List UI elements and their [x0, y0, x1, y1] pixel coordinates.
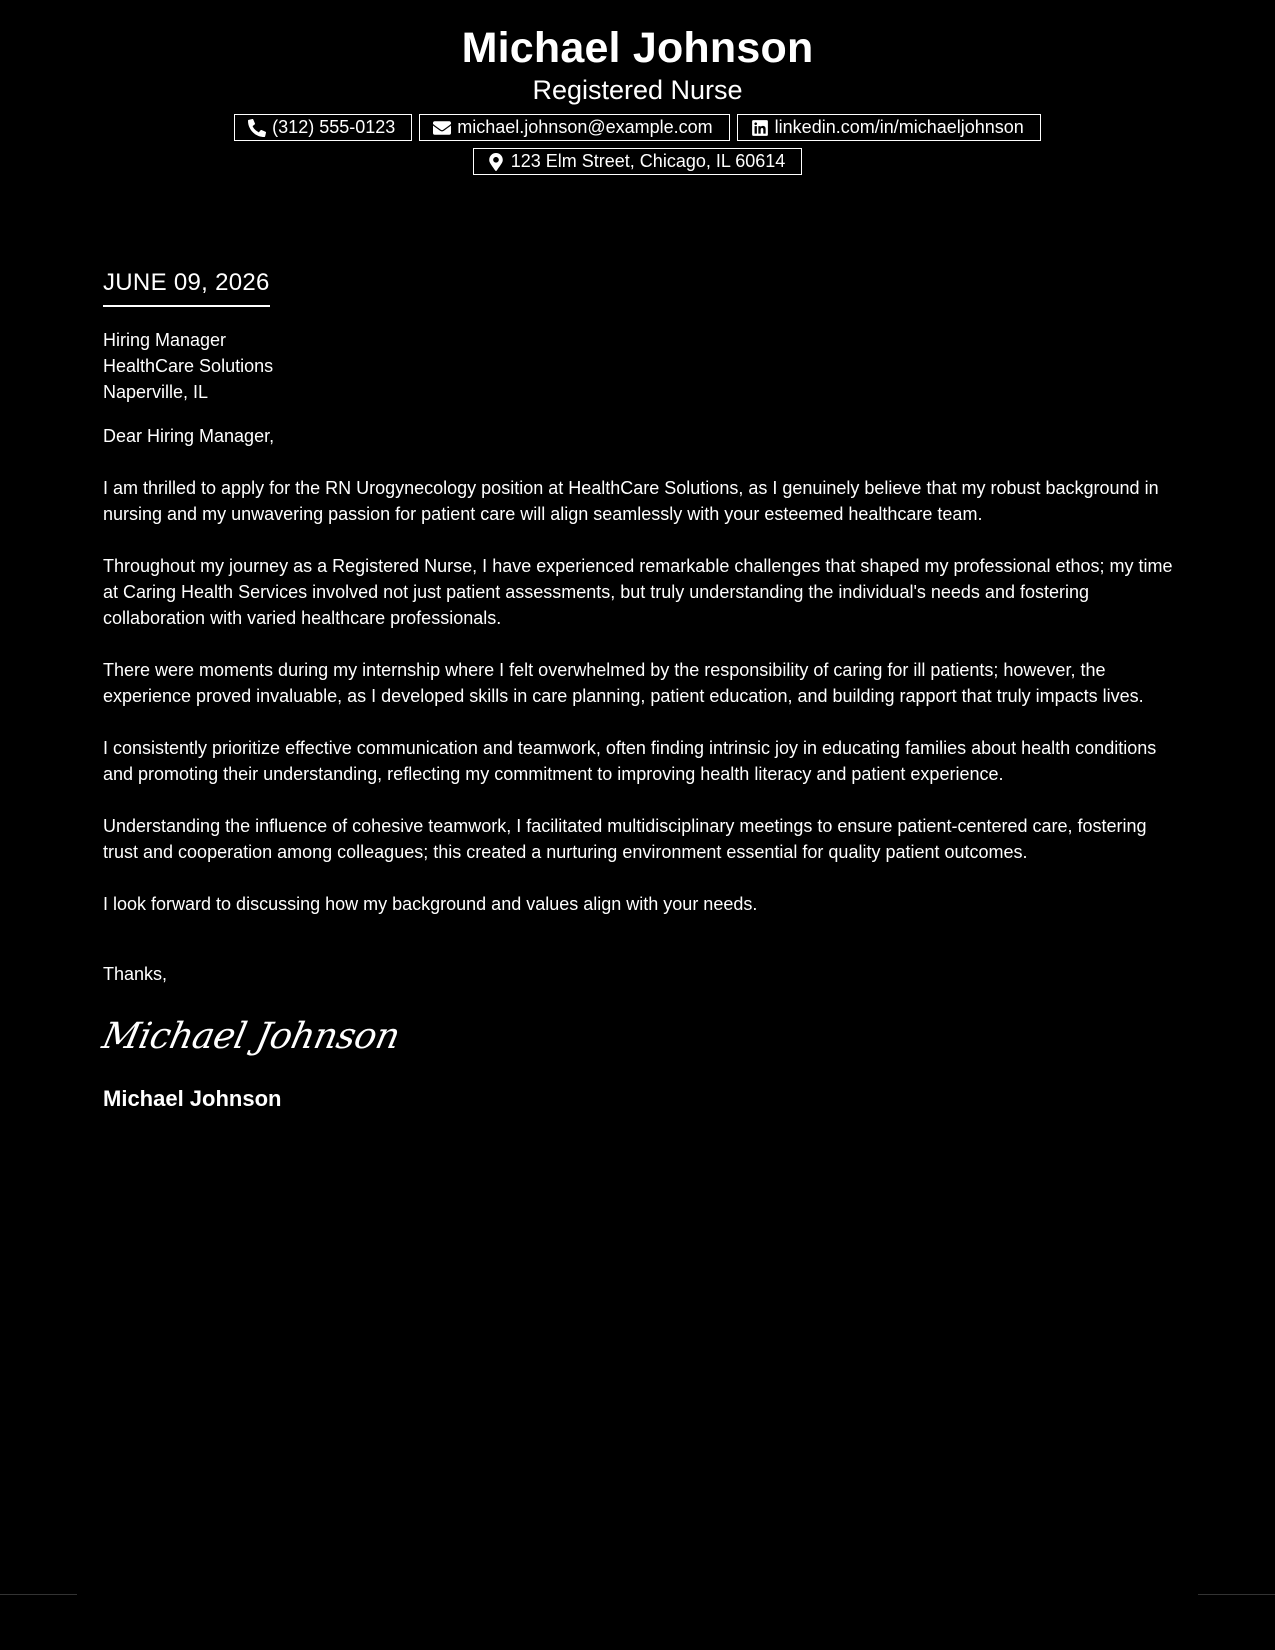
- linkedin-text: linkedin.com/in/michaeljohnson: [774, 117, 1024, 137]
- recipient-company: HealthCare Solutions: [103, 356, 274, 376]
- map-pin-icon: [487, 153, 505, 171]
- applicant-name: Michael Johnson: [461, 24, 814, 72]
- signed-name: Michael Johnson: [103, 1086, 282, 1111]
- letter-body: [98, 268, 1178, 1113]
- letter-date: JUNE 09, 2026: [103, 268, 270, 307]
- paragraph: There were moments during my internship where I felt overwhelmed by the responsibility of caring for ill patients; however, the experience proved invaluable, as I developed skills in care planning, patient education, and building rapport that truly impacts lives.: [103, 660, 1144, 706]
- closing: Thanks,: [103, 964, 168, 984]
- applicant-role: Registered Nurse: [532, 75, 743, 105]
- address-text: 123 Elm Street, Chicago, IL 60614: [510, 151, 786, 171]
- recipient-title: Hiring Manager: [103, 330, 227, 350]
- linkedin-contact[interactable]: [737, 114, 1041, 141]
- letter-header: [0, 22, 1275, 175]
- footer-divider-left: [0, 1594, 77, 1595]
- envelope-icon: [433, 119, 451, 137]
- contact-row-secondary: [0, 148, 1275, 175]
- contact-row-primary: [0, 114, 1275, 141]
- paragraph: I am thrilled to apply for the RN Urogynecology position at HealthCare Solutions, as I genuinely believe that my robust background in nursing and my unwavering passion for patient care will align seamlessly with your esteemed healthcare team.: [103, 478, 1159, 524]
- recipient-location: Naperville, IL: [103, 382, 209, 402]
- linkedin-icon: [751, 119, 769, 137]
- salutation: Dear Hiring Manager,: [103, 426, 275, 446]
- phone-text: (312) 555-0123: [272, 117, 396, 137]
- address-contact[interactable]: [473, 148, 803, 175]
- paragraph: Understanding the influence of cohesive teamwork, I facilitated multidisciplinary meetings to ensure patient-centered care, fostering trust and cooperation among colleagues; this created a nurturing environment essential for quality patient outcomes.: [103, 816, 1147, 862]
- signature: Michael Johnson: [98, 1016, 404, 1057]
- phone-icon: [248, 119, 266, 137]
- phone-contact[interactable]: [234, 114, 412, 141]
- footer-divider-right: [1198, 1594, 1275, 1595]
- paragraph: Throughout my journey as a Registered Nurse, I have experienced remarkable challenges that shaped my professional ethos; my time at Caring Health Services involved not just patient assessments, but truly understanding the individual's needs and fostering collaboration with varied healthcare professionals.: [103, 556, 1173, 628]
- paragraph: I look forward to discussing how my background and values align with your needs.: [103, 894, 758, 914]
- paragraph: I consistently prioritize effective communication and teamwork, often finding intrinsic joy in educating families about health conditions and promoting their understanding, reflecting my commitment to improving health literacy and patient experience.: [103, 738, 1157, 784]
- recipient-block: [103, 327, 1178, 405]
- email-text: michael.johnson@example.com: [457, 117, 713, 137]
- email-contact[interactable]: [419, 114, 729, 141]
